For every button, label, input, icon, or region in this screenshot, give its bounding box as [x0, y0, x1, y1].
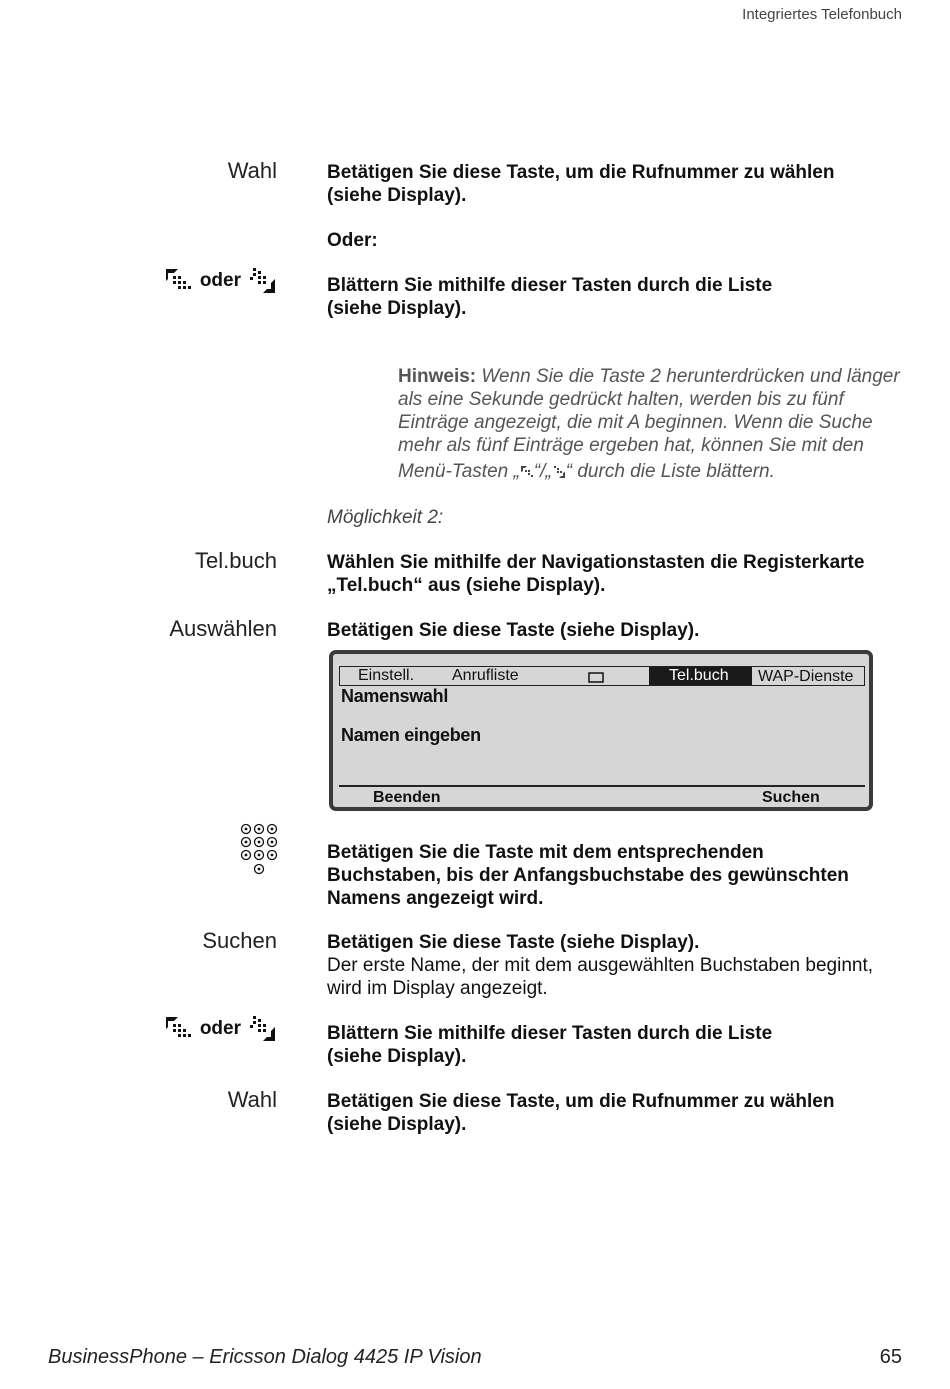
- tab-anrufliste[interactable]: Anrufliste: [452, 667, 519, 684]
- page-number: 65: [879, 1346, 902, 1368]
- text-line: Wählen Sie mithilfe der Navigationstasten die Registerkarte: [327, 552, 865, 573]
- text-line: Betätigen Sie diese Taste (siehe Display).: [327, 620, 700, 641]
- text-line: Blättern Sie mithilfe dieser Tasten durch die Liste: [327, 1023, 773, 1044]
- instruction-select: [327, 619, 907, 642]
- text-line: (siehe Display).: [327, 1046, 467, 1067]
- display-tab-bar: [339, 666, 865, 686]
- envelope-icon[interactable]: [588, 670, 604, 688]
- note-line: mehr als fünf Einträge ergeben hat, können Sie mit den: [398, 435, 864, 456]
- instruction-scroll-2: [327, 1022, 907, 1068]
- text-line: (siehe Display).: [327, 1114, 467, 1135]
- text-line: Betätigen Sie diese Taste, um die Rufnummer zu wählen: [327, 1091, 835, 1112]
- softkey-label-suchen: Suchen: [202, 928, 277, 953]
- softkey-beenden[interactable]: Beenden: [373, 789, 441, 806]
- option-two-heading: Möglichkeit 2:: [327, 507, 444, 528]
- scroll-keys-label: [164, 267, 277, 295]
- arrow-up-left-icon: [520, 465, 534, 479]
- text-line: Buchstaben, bis der Anfangsbuchstabe des gewünschten: [327, 865, 849, 886]
- text-line: Namens angezeigt wird.: [327, 888, 544, 909]
- note-line: als eine Sekunde gedrückt halten, werden bis zu fünf: [398, 389, 844, 410]
- instruction-keypad: [327, 841, 907, 910]
- note-line: “/„: [533, 461, 552, 482]
- phone-display: [329, 650, 873, 811]
- note-line: Einträge angezeigt, die mit A beginnen. Wenn die Suche: [398, 412, 873, 433]
- text-line: Der erste Name, der mit dem ausgewählten Buchstaben beginnt,: [327, 955, 874, 976]
- footer-title: BusinessPhone – Ericsson Dialog 4425 IP Vision: [48, 1346, 482, 1368]
- text-line: Betätigen Sie die Taste mit dem entsprechenden: [327, 842, 764, 863]
- instruction-search: [327, 931, 907, 1000]
- keypad-icon: [240, 823, 280, 882]
- text-line: Blättern Sie mithilfe dieser Tasten durch die Liste: [327, 275, 773, 296]
- instruction-dial-2: [327, 1090, 907, 1136]
- arrow-down-right-icon: [249, 1015, 277, 1043]
- or-label: oder: [199, 1018, 241, 1039]
- scroll-keys-label: [164, 1015, 277, 1043]
- arrow-up-left-icon: [164, 267, 192, 295]
- note-line: Menü-Tasten „: [398, 461, 520, 482]
- softkey-suchen[interactable]: Suchen: [762, 789, 820, 806]
- instruction-select-tab: [327, 551, 907, 597]
- display-divider: [339, 785, 865, 787]
- softkey-label-auswaehlen: Auswählen: [169, 616, 277, 641]
- or-text: Oder:: [327, 230, 378, 251]
- tab-einstell[interactable]: Einstell.: [358, 667, 415, 684]
- text-line: Betätigen Sie diese Taste, um die Rufnummer zu wählen: [327, 162, 835, 183]
- text-line: wird im Display angezeigt.: [327, 978, 548, 999]
- arrow-down-right-icon: [249, 267, 277, 295]
- arrow-down-right-icon: [552, 465, 566, 479]
- note-line: Wenn Sie die Taste 2 herunterdrücken und länger: [481, 366, 900, 387]
- softkey-label-wahl: Wahl: [227, 158, 277, 183]
- display-line-namen-eingeben: Namen eingeben: [341, 725, 481, 745]
- instruction-dial: [327, 161, 907, 207]
- softkey-label-telbuch: Tel.buch: [195, 548, 277, 573]
- display-line-namenswahl: Namenswahl: [341, 686, 449, 706]
- softkey-label-wahl: Wahl: [227, 1087, 277, 1112]
- page-header-title: Integriertes Telefonbuch: [742, 6, 902, 23]
- note-label: Hinweis:: [398, 366, 477, 387]
- instruction-scroll: [327, 274, 907, 320]
- text-line: Betätigen Sie diese Taste (siehe Display).: [327, 932, 700, 953]
- or-label: oder: [199, 270, 241, 291]
- tab-wap-dienste[interactable]: WAP-Dienste: [758, 668, 854, 685]
- tab-telbuch[interactable]: Tel.buch: [649, 667, 752, 685]
- note-block: [398, 365, 908, 483]
- text-line: „Tel.buch“ aus (siehe Display).: [327, 575, 606, 596]
- text-line: (siehe Display).: [327, 185, 467, 206]
- arrow-up-left-icon: [164, 1015, 192, 1043]
- text-line: (siehe Display).: [327, 298, 467, 319]
- note-line: “ durch die Liste blättern.: [565, 461, 775, 482]
